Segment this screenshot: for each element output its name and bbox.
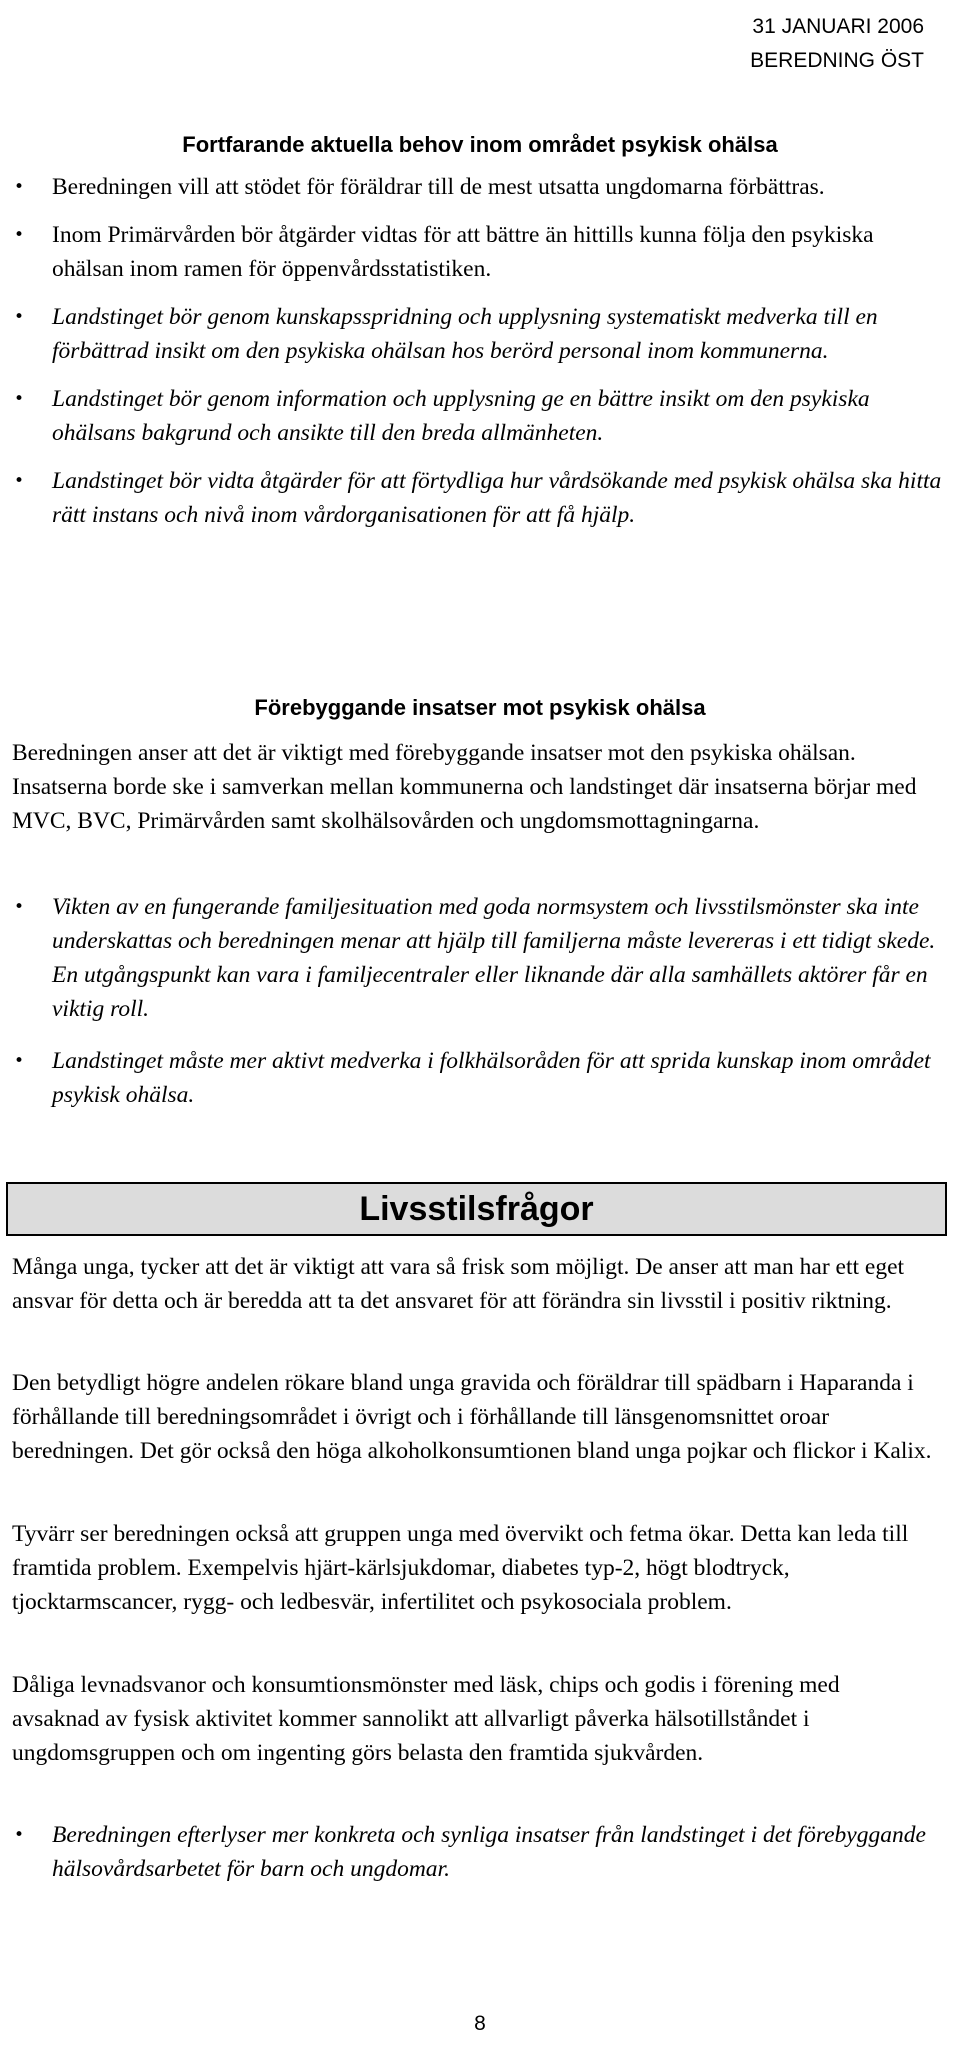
header-department: BEREDNING ÖST (750, 49, 924, 72)
list-item (12, 890, 942, 1026)
bullet-dot-icon: • (14, 1825, 25, 1845)
bullet-list-forebyggande (12, 890, 942, 1130)
bullet-dot-icon: • (14, 177, 25, 197)
list-item (12, 1044, 942, 1112)
bullet-list-livsstil (12, 1818, 942, 1886)
banner-title: Livsstilsfrågor (359, 1189, 594, 1228)
list-item-text: Landstinget bör vidta åtgärder för att förtydliga hur vårdsökande med psykisk ohälsa ska hitta rätt instans och nivå inom vårdorganisationen för att få hjälp. (52, 468, 942, 528)
paragraph-forebyggande: Beredningen anser att det är viktigt med förebyggande insatser mot den psykiska ohälsan. Insatserna borde ske i samverkan mellan kommunerna och landstinget där insatserna börjar med MVC, BVC, Primärvården samt skolhälsovården och ungdomsmottagningarna. (12, 740, 917, 834)
list-item-text: Landstinget bör genom information och upplysning ge en bättre insikt om den psykiska ohälsans bakgrund och ansikte till den breda allmänheten. (52, 386, 870, 446)
list-item (12, 382, 942, 450)
header-date: 31 JANUARI 2006 (752, 15, 924, 38)
page-number: 8 (474, 2012, 486, 2035)
bullet-dot-icon: • (14, 389, 25, 409)
paragraph-livsstil-1: Många unga, tycker att det är viktigt att vara så frisk som möjligt. De anser att man har ett eget ansvar för detta och är beredda att ta det ansvaret för att förändra sin livsstil i positiv riktning. (12, 1254, 905, 1314)
page-header (750, 10, 924, 78)
list-item (12, 218, 942, 286)
list-item (12, 1818, 942, 1886)
list-item-text: Vikten av en fungerande familjesituation med goda normsystem och livsstilsmönster ska inte underskattas och beredningen menar att hjälp till familjerna måste levereras i ett tidigt skede. En utgångspunkt kan vara i familjecentraler eller liknande där alla samhällets aktörer får en viktig roll. (52, 894, 936, 1022)
bullet-dot-icon: • (14, 1051, 25, 1071)
list-item (12, 300, 942, 368)
section-banner-livsstilsfragor (6, 1182, 947, 1236)
list-item (12, 170, 942, 204)
bullet-dot-icon: • (14, 225, 25, 245)
paragraph-livsstil-3: Tyvärr ser beredningen också att gruppen unga med övervikt och fetma ökar. Detta kan leda till framtida problem. Exempelvis hjärt-kärlsjukdomar, diabetes typ-2, högt blodtryck, tjocktarmscancer, rygg- och ledbesvär, infertilitet och psykosociala problem. (12, 1521, 909, 1615)
list-item-text: Beredningen vill att stödet för föräldrar till de mest utsatta ungdomarna förbättras. (52, 174, 825, 200)
paragraph-livsstil-4: Dåliga levnadsvanor och konsumtionsmönster med läsk, chips och godis i förening med avsaknad av fysisk aktivitet kommer sannolikt att allvarligt påverka hälsotillståndet i ungdomsgruppen och om ingenting görs belasta den framtida sjukvården. (12, 1672, 840, 1766)
list-item-text: Landstinget måste mer aktivt medverka i folkhälsoråden för att sprida kunskap inom området psykisk ohälsa. (52, 1048, 931, 1108)
list-item-text: Beredningen efterlyser mer konkreta och synliga insatser från landstinget i det förebyggande hälsovårdsarbetet för barn och ungdomar. (52, 1822, 926, 1882)
paragraph-livsstil-2: Den betydligt högre andelen rökare bland unga gravida och föräldrar till spädbarn i Haparanda i förhållande till beredningsområdet i övrigt och i förhållande till länsgenomsnittet oroar beredningen. Det gör också den höga alkoholkonsumtionen bland unga pojkar och flickor i Kalix. (12, 1370, 932, 1464)
list-item-text: Inom Primärvården bör åtgärder vidtas för att bättre än hittills kunna följa den psykiska ohälsan inom ramen för öppenvårdsstatistiken. (52, 222, 874, 282)
list-item-text: Landstinget bör genom kunskapsspridning och upplysning systematiskt medverka till en förbättrad insikt om den psykiska ohälsan hos berörd personal inom kommunerna. (52, 304, 878, 364)
bullet-dot-icon: • (14, 307, 25, 327)
section-title-psykisk-ohalsa: Fortfarande aktuella behov inom området psykisk ohälsa (182, 132, 778, 157)
list-item (12, 464, 942, 532)
bullet-dot-icon: • (14, 471, 25, 491)
bullet-dot-icon: • (14, 897, 25, 917)
bullet-list-behov (12, 170, 942, 546)
section-title-forebyggande: Förebyggande insatser mot psykisk ohälsa (254, 695, 706, 720)
